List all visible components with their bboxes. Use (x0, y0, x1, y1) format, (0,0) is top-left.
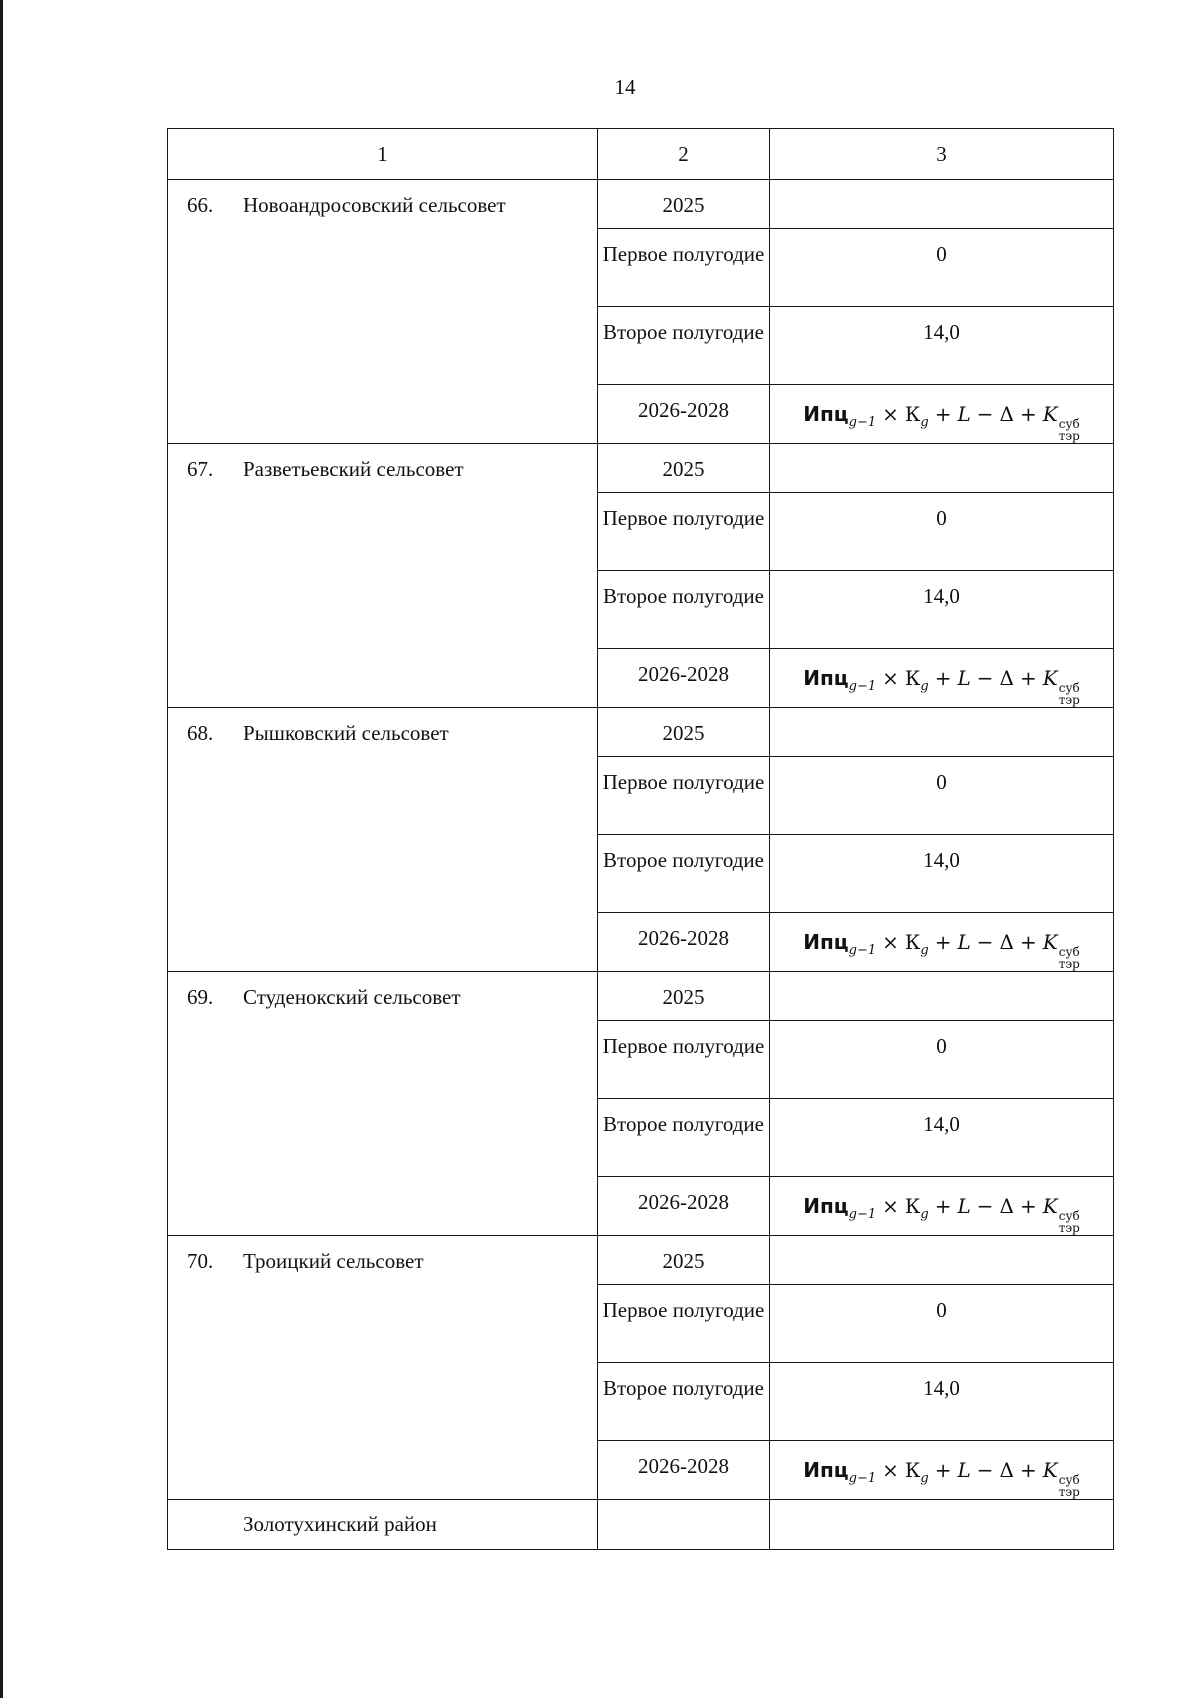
row-number: 69. (187, 985, 214, 1009)
formula: $Ипц_{g-1} \times К_g + L - \Delta + K$ суб тэр (803, 402, 1080, 443)
district-value-cell (770, 1500, 1114, 1550)
value-cell (770, 385, 1114, 444)
period-cell: Первое полугодие (598, 1285, 770, 1363)
value-cell (770, 180, 1114, 229)
district-period-cell (598, 1500, 770, 1550)
table-row (168, 1236, 1114, 1285)
period-cell: 2026-2028 (598, 649, 770, 708)
row-number: 67. (187, 457, 214, 481)
table-row (168, 444, 1114, 493)
header-cell-1: 1 (168, 129, 598, 180)
settlement-name: Разветьевский сельсовет (243, 457, 464, 481)
period-cell: 2026-2028 (598, 913, 770, 972)
value-cell (770, 708, 1114, 757)
value-cell (770, 1441, 1114, 1500)
period-cell: 2025 (598, 444, 770, 493)
value-cell: 14,0 (770, 571, 1114, 649)
formula: $Ипц_{g-1} \times К_g + L - \Delta + K$ суб тэр (803, 666, 1080, 707)
value-cell (770, 972, 1114, 1021)
value-cell: 14,0 (770, 1099, 1114, 1177)
value-cell: 0 (770, 1021, 1114, 1099)
period-cell: Первое полугодие (598, 493, 770, 571)
district-row (168, 1500, 1114, 1550)
formula: $Ипц_{g-1} \times К_g + L - \Delta + K$ суб тэр (803, 930, 1080, 971)
settlement-cell (168, 444, 598, 708)
district-name: Золотухинский район (168, 1500, 598, 1550)
value-cell (770, 913, 1114, 972)
page-number: 14 (614, 75, 636, 99)
period-cell: Второе полугодие (598, 571, 770, 649)
period-cell: Второе полугодие (598, 1099, 770, 1177)
formula: $Ипц_{g-1} \times К_g + L - \Delta + K$ суб тэр (803, 1194, 1080, 1235)
period-cell: 2025 (598, 1236, 770, 1285)
value-cell (770, 1177, 1114, 1236)
period-cell: 2025 (598, 708, 770, 757)
period-cell: Первое полугодие (598, 1021, 770, 1099)
period-cell: Второе полугодие (598, 1363, 770, 1441)
value-cell (770, 444, 1114, 493)
period-cell: Второе полугодие (598, 307, 770, 385)
table-row (168, 180, 1114, 229)
value-cell: 0 (770, 1285, 1114, 1363)
value-cell: 14,0 (770, 1363, 1114, 1441)
period-cell: 2025 (598, 180, 770, 229)
settlement-cell (168, 1236, 598, 1500)
scan-edge-line (0, 0, 3, 1698)
settlement-name: Троицкий сельсовет (243, 1249, 424, 1273)
settlement-name: Рышковский сельсовет (243, 721, 449, 745)
value-cell (770, 649, 1114, 708)
period-cell: 2026-2028 (598, 1177, 770, 1236)
table-header-row (168, 129, 1114, 180)
header-cell-3: 3 (770, 129, 1114, 180)
formula: $Ипц_{g-1} \times К_g + L - \Delta + K$ суб тэр (803, 1458, 1080, 1499)
settlement-cell (168, 708, 598, 972)
value-cell: 0 (770, 229, 1114, 307)
value-cell: 14,0 (770, 307, 1114, 385)
period-cell: Первое полугодие (598, 229, 770, 307)
row-number: 66. (187, 193, 214, 217)
row-number: 68. (187, 721, 214, 745)
table-row (168, 708, 1114, 757)
period-cell: 2026-2028 (598, 385, 770, 444)
value-cell (770, 1236, 1114, 1285)
header-cell-2: 2 (598, 129, 770, 180)
settlement-name: Новоандросовский сельсовет (243, 193, 506, 217)
value-cell: 14,0 (770, 835, 1114, 913)
settlement-name: Студенокский сельсовет (243, 985, 461, 1009)
settlement-cell (168, 972, 598, 1236)
table-row (168, 972, 1114, 1021)
value-cell: 0 (770, 493, 1114, 571)
period-cell: 2026-2028 (598, 1441, 770, 1500)
period-cell: Второе полугодие (598, 835, 770, 913)
settlement-cell (168, 180, 598, 444)
row-number: 70. (187, 1249, 214, 1273)
value-cell: 0 (770, 757, 1114, 835)
period-cell: Первое полугодие (598, 757, 770, 835)
period-cell: 2025 (598, 972, 770, 1021)
tariff-table (167, 128, 1114, 1550)
